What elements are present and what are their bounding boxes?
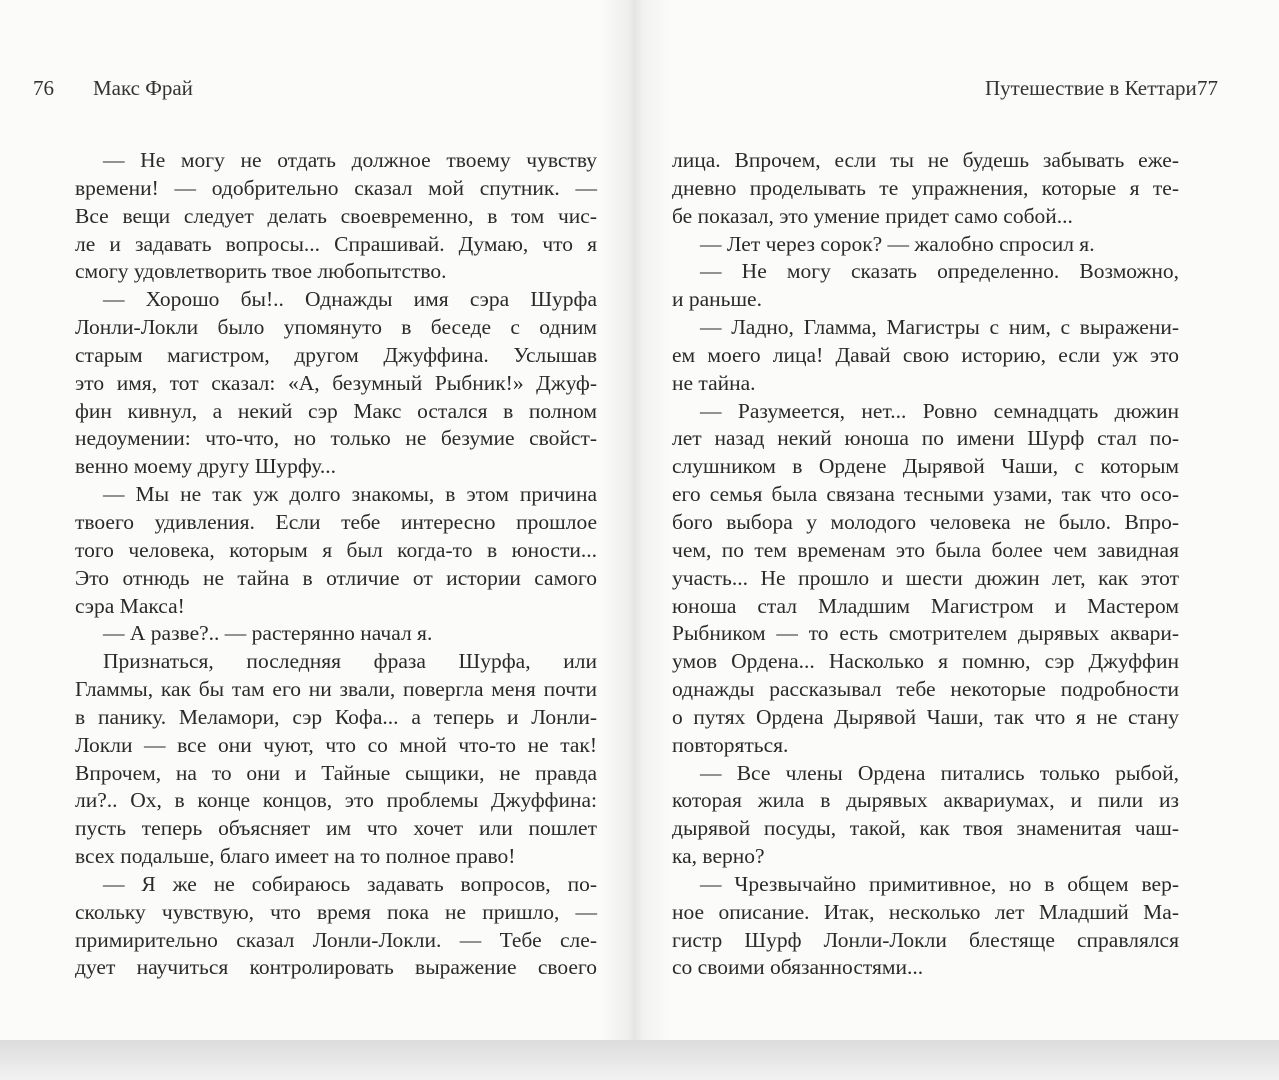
text-line: ка, верно?: [672, 844, 765, 869]
right-page-text: [672, 147, 1179, 982]
text-line: чем, по тем временам это была более чем завидная: [672, 537, 1179, 562]
text-line: умов Ордена... Насколько я помню, сэр Джуффин: [672, 649, 1179, 674]
text-line: старым магистром, другом Джуффина. Услышав: [75, 342, 597, 367]
text-line: ем моего лица! Давай свою историю, если уж это: [672, 342, 1179, 367]
text-line: Локли — все они чуют, что со мной что-то не так!: [75, 732, 597, 757]
text-line: — А разве?.. — растерянно начал я.: [103, 621, 433, 646]
text-line: — Мы не так уж долго знакомы, в этом причина: [103, 482, 597, 507]
text-line: — Лет через сорок? — жалобно спросил я.: [700, 231, 1095, 256]
text-line: ли?.. Ох, в конце концов, это проблемы Джуффина:: [75, 788, 597, 813]
left-page-number: 76: [33, 76, 54, 100]
right-running-head: Путешествие в Кеттари: [985, 76, 1197, 100]
text-line: которая жила в дырявых аквариумах, и пили из: [672, 788, 1179, 813]
text-line: всех подальше, благо имеет на то полное право!: [75, 844, 516, 869]
text-line: дневно проделывать те упражнения, которые я те-: [672, 175, 1179, 200]
text-line: Рыбником — то есть смотрителем дырявых аквари-: [672, 621, 1179, 646]
text-line: гистр Шурф Лонли-Локли блестяще справлялся: [672, 927, 1179, 952]
text-line: лица. Впрочем, если ты не будешь забывать еже-: [672, 148, 1179, 172]
text-line: — Чрезвычайно примитивное, но в общем вер-: [700, 871, 1179, 896]
text-line: и раньше.: [672, 287, 762, 312]
text-line: того человека, которым я был когда-то в юности...: [75, 537, 597, 562]
text-line: это имя, тот сказал: «А, безумный Рыбник!» Джуф-: [75, 370, 597, 395]
text-line: Это отнюдь не тайна в отличие от истории самого: [75, 565, 597, 590]
right-page-number: 77: [1197, 76, 1218, 100]
text-line: в панику. Меламори, сэр Кофа... а теперь и Лонли-: [75, 704, 597, 729]
text-line: бе показал, это умение придет само собой...: [672, 203, 1073, 228]
left-running-head: Макс Фрай: [93, 76, 193, 100]
text-line: Все вещи следует делать своевременно, в том чис-: [75, 203, 597, 228]
text-line: сэра Макса!: [75, 593, 185, 618]
text-line: — Все члены Ордена питались только рыбой,: [700, 760, 1179, 785]
text-line: повторяться.: [672, 732, 789, 757]
text-line: времени! — одобрительно сказал мой спутник. —: [75, 175, 597, 200]
text-line: не тайна.: [672, 370, 756, 395]
text-line: о путях Ордена Дырявой Чаши, так что я не стану: [672, 704, 1179, 729]
text-line: скольку чувствую, что время пока не пришло, —: [75, 899, 597, 924]
text-line: дует научиться контролировать выражение своего: [75, 955, 597, 980]
text-line: Признаться, последняя фраза Шурфа, или: [103, 649, 597, 674]
text-line: примирительно сказал Лонли-Локли. — Тебе сле-: [75, 927, 597, 952]
text-line: участь... Не прошло и шести дюжин лет, как этот: [672, 565, 1179, 590]
text-line: ле и задавать вопросы... Спрашивай. Думаю, что я: [75, 231, 597, 256]
text-line: — Хорошо бы!.. Однажды имя сэра Шурфа: [103, 287, 597, 312]
text-line: недоумении: что-что, но только не безумие свойст-: [75, 426, 597, 451]
text-line: — Не могу не отдать должное твоему чувству: [103, 148, 597, 172]
text-line: ное описание. Итак, несколько лет Младший Ма-: [672, 899, 1179, 924]
text-line: Лонли-Локли было упомянуто в беседе с одним: [75, 315, 597, 340]
text-line: смогу удовлетворить твое любопытство.: [75, 259, 447, 284]
text-line: юноша стал Младшим Магистром и Мастером: [672, 593, 1179, 618]
text-line: дырявой посуды, такой, как твоя знаменитая чаш-: [672, 816, 1179, 841]
text-line: бого выбора у молодого человека не было. Впро-: [672, 509, 1179, 534]
text-line: пусть теперь объясняет им что хочет или пошлет: [75, 816, 597, 841]
text-line: Гламмы, как бы там его ни звали, повергла меня почти: [75, 677, 597, 702]
text-line: — Я же не собираюсь задавать вопросов, по-: [103, 871, 597, 896]
text-line: однажды рассказывал тебе некоторые подробности: [672, 677, 1179, 702]
text-line: его семья была связана тесными узами, так что осо-: [672, 482, 1179, 507]
text-line: — Не могу сказать определенно. Возможно,: [700, 259, 1179, 284]
text-line: фин кивнул, а некий сэр Макс остался в полном: [75, 398, 597, 423]
left-page-text: [75, 147, 597, 982]
text-line: венно моему другу Шурфу...: [75, 454, 337, 479]
text-line: — Ладно, Гламма, Магистры с ним, с выражени-: [700, 315, 1179, 340]
page-edge-shadow: [0, 1040, 1279, 1080]
text-line: лет назад некий юноша по имени Шурф стал по-: [672, 426, 1179, 451]
text-line: Впрочем, на то они и Тайные сыщики, не правда: [75, 760, 597, 785]
text-line: слушником в Ордене Дырявой Чаши, с которым: [672, 454, 1179, 479]
book-gutter: [600, 0, 670, 1045]
text-line: твоего удивления. Если тебе интересно прошлое: [75, 509, 597, 534]
text-line: — Разумеется, нет... Ровно семнадцать дюжин: [700, 398, 1179, 423]
text-line: со своими обязанностями...: [672, 955, 924, 980]
